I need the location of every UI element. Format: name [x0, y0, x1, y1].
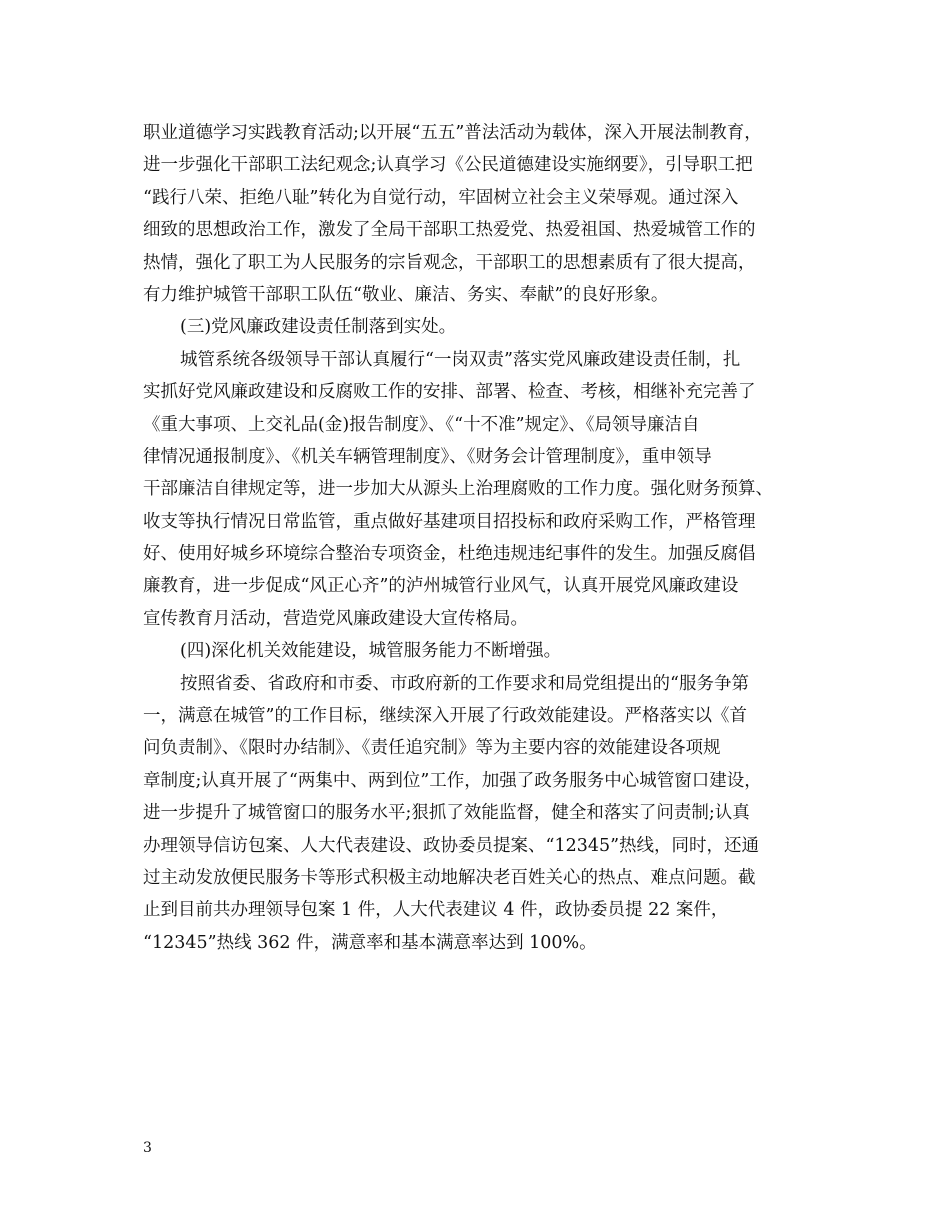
- text-line: 宣传教育月活动，营造党风廉政建设大宣传格局。: [143, 608, 528, 629]
- text-line: 《重大事项、上交礼品(金)报告制度》、《“十不准”规定》、《局领导廉洁自: [143, 414, 700, 435]
- text-line: 按照省委、省政府和市委、市政府新的工作要求和局党组提出的“服务争第: [180, 673, 749, 694]
- text-line: 进一步提升了城管窗口的服务水平;狠抓了效能监督，健全和落实了问责制;认真: [143, 803, 750, 824]
- text-line: 律情况通报制度》、《机关车辆管理制度》、《财务会计管理制度》，重申领导: [143, 446, 712, 467]
- body-text: [143, 117, 823, 959]
- text-line: 问负责制》、《限时办结制》、《责任追究制》等为主要内容的效能建设各项规: [143, 738, 721, 759]
- text-line: “践行八荣、拒绝八耻”转化为自觉行动，牢固树立社会主义荣辱观。通过深入: [143, 187, 739, 208]
- page-number: 3: [143, 1140, 152, 1156]
- text-line: 进一步强化干部职工法纪观念;认真学习《公民道德建设实施纲要》，引导职工把: [143, 155, 753, 176]
- text-line: 办理领导信访包案、人大代表建设、政协委员提案、“12345”热线，同时，还通: [143, 835, 760, 856]
- text-line: 实抓好党风廉政建设和反腐败工作的安排、部署、检查、考核，相继补充完善了: [143, 382, 756, 403]
- text-line: 过主动发放便民服务卡等形式积极主动地解决老百姓关心的热点、难点问题。截: [143, 867, 756, 888]
- text-line: 止到目前共办理领导包案 1 件，人大代表建议 4 件，政协委员提 22 案件，: [143, 900, 729, 921]
- text-line: 好、使用好城乡环境综合整治专项资金，杜绝违规违纪事件的发生。加强反腐倡: [143, 544, 756, 565]
- text-line: 职业道德学习实践教育活动;以开展“五五”普法活动为载体，深入开展法制教育，: [143, 123, 762, 143]
- text-line: 廉教育，进一步促成“风正心齐”的泸州城管行业风气，认真开展党风廉政建设: [143, 576, 739, 597]
- text-line: 细致的思想政治工作，激发了全局干部职工热爱党、热爱祖国、热爱城管工作的: [143, 220, 756, 241]
- text-line: “12345”热线 362 件，满意率和基本满意率达到 100%。: [143, 932, 597, 953]
- text-line: 城管系统各级领导干部认真履行“一岗双责”落实党风廉政建设责任制，扎: [180, 349, 741, 370]
- text-line: 干部廉洁自律规定等，进一步加大从源头上治理腐败的工作力度。强化财务预算、: [143, 479, 773, 500]
- text-line: 有力维护城管干部职工队伍“敬业、廉洁、务实、奉献”的良好形象。: [143, 284, 669, 305]
- text-line: (四)深化机关效能建设，城管服务能力不断增强。: [180, 641, 562, 662]
- text-line: 一，满意在城管”的工作目标，继续深入开展了行政效能建设。严格落实以《首: [143, 706, 747, 727]
- text-line: (三)党风廉政建设责任制落到实处。: [180, 317, 457, 338]
- text-line: 热情，强化了职工为人民服务的宗旨观念，干部职工的思想素质有了很大提高，: [143, 252, 756, 273]
- text-line: 章制度;认真开展了“两集中、两到位”工作，加强了政务服务中心城管窗口建设，: [143, 770, 762, 791]
- text-line: 收支等执行情况日常监管，重点做好基建项目招投标和政府采购工作，严格管理: [143, 511, 756, 532]
